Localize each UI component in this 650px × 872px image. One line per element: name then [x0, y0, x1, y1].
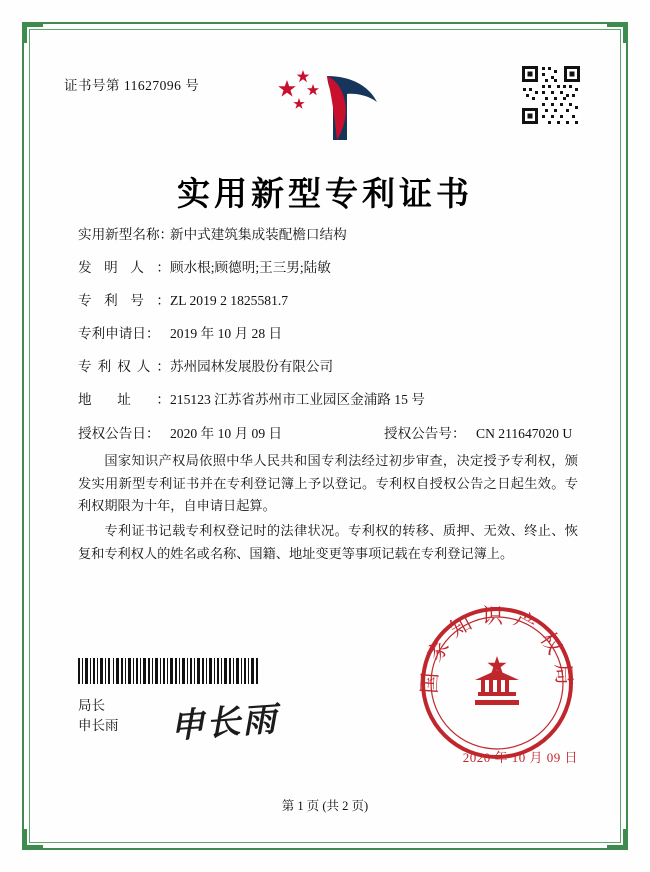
field-label: 发 明 人 ：: [78, 260, 170, 276]
field-row-application-date: [78, 327, 580, 341]
field-row-patentee: [78, 360, 580, 374]
svg-text:国家知识产权局: 国家知识产权局: [418, 604, 576, 695]
field-row-inventors: [78, 261, 580, 275]
field-label: 专利申请日：: [78, 326, 160, 342]
cnipa-emblem-icon: [265, 62, 385, 150]
field-label: 专 利 权 人 ：: [78, 359, 170, 375]
handwritten-signature: 申长雨: [169, 701, 280, 746]
field-row-grant-announcement: [78, 427, 580, 441]
certificate-content: [50, 50, 600, 822]
border-corner-top-right: [607, 22, 628, 43]
field-row-address: [78, 393, 580, 407]
signature-name-label: 申长雨: [78, 717, 119, 733]
border-corner-bottom-right: [607, 829, 628, 850]
barcode-icon: [78, 658, 258, 684]
qr-code-icon: [520, 64, 582, 126]
field-value-grant-number: CN 211647020 U: [476, 425, 573, 441]
border-corner-bottom-left: [22, 829, 43, 850]
field-row-utility-model-name: [78, 228, 580, 242]
field-label: 地 址 ：: [78, 392, 170, 408]
official-round-seal-icon: [418, 604, 576, 762]
field-label-grant-number: 授权公告号：: [384, 425, 466, 441]
legal-text: [78, 450, 578, 568]
border-corner-top-left: [22, 22, 43, 43]
seal-date: 2020 年 10 月 09 日: [462, 750, 578, 765]
page-footer: 第 1 页 (共 2 页): [281, 799, 369, 813]
field-value: ZL 2019 2 1825581.7: [170, 293, 289, 309]
legal-paragraph-2: 专利证书记载专利权登记时的法律状况。专利权的转移、质押、无效、终止、恢复和专利权人的姓名或名称、国籍、地址变更等事项记载在专利登记簿上。: [78, 523, 578, 561]
field-value-grant-date: 2020 年 10 月 09 日: [170, 425, 283, 441]
signature-title-label: 局长: [78, 697, 105, 713]
field-value: 215123 江苏省苏州市工业园区金浦路 15 号: [170, 392, 425, 408]
legal-paragraph-1: 国家知识产权局依照中华人民共和国专利法经过初步审查，决定授予专利权，颁发实用新型专利证书并在专利登记簿上予以登记。专利权自授权公告之日起生效。专利权期限为十年，自申请日起算。: [78, 453, 578, 514]
page-title: 实用新型专利证书: [177, 177, 473, 213]
certificate-number: 证书号第 11627096 号: [64, 78, 200, 93]
field-value: 顾水根;顾德明;王三男;陆敏: [170, 260, 331, 276]
field-label: 实用新型名称：: [78, 227, 174, 242]
field-list: [78, 228, 580, 460]
field-value: 新中式建筑集成装配檐口结构: [170, 227, 347, 242]
field-row-patent-number: [78, 294, 580, 308]
field-label: 专 利 号 ：: [78, 293, 170, 309]
field-value: 2019 年 10 月 28 日: [170, 326, 283, 342]
field-label-grant-date: 授权公告日：: [78, 425, 160, 441]
field-value: 苏州园林发展股份有限公司: [170, 359, 334, 375]
signature-block: [78, 696, 119, 737]
